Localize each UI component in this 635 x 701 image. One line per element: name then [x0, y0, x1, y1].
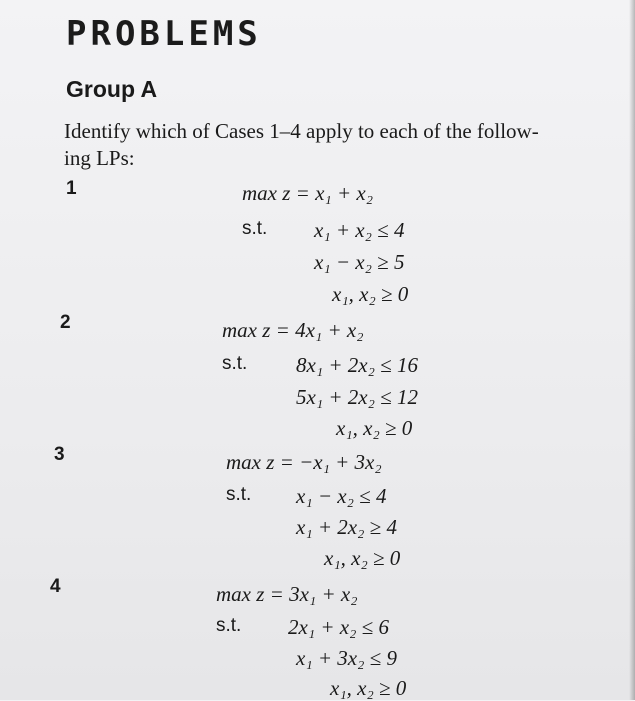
- page-edge-shadow: [629, 0, 635, 700]
- problem-3-objective: max z = −x₁ + 3x₂: [226, 450, 382, 474]
- problem-2-constraint-1: 8x₁ + 2x₂ ≤ 16: [296, 353, 418, 377]
- problem-1-constraint-2: x₁ − x₂ ≥ 5: [314, 250, 405, 274]
- problem-2-st-label: s.t.: [222, 353, 248, 374]
- problem-3-constraint-2: x₁ + 2x₂ ≥ 4: [296, 515, 397, 539]
- instructions-line-1: Identify which of Cases 1–4 apply to each of the follow-: [64, 119, 539, 143]
- problem-4-number: 4: [50, 576, 61, 597]
- problem-2-nonnegativity: x₁, x₂ ≥ 0: [336, 416, 413, 440]
- problem-4-constraint-2: x₁ + 3x₂ ≤ 9: [296, 646, 397, 670]
- problem-1-constraint-1: x₁ + x₂ ≤ 4: [314, 218, 405, 242]
- instructions: [64, 118, 624, 172]
- group-title: Group A: [66, 76, 158, 102]
- problem-4-st-label: s.t.: [216, 615, 242, 636]
- instructions-line-2: ing LPs:: [64, 146, 135, 170]
- problem-1-number: 1: [66, 178, 77, 199]
- problem-3-number: 3: [54, 444, 65, 465]
- problem-3-st-label: s.t.: [226, 484, 252, 505]
- problem-1-nonnegativity: x₁, x₂ ≥ 0: [332, 282, 409, 306]
- problem-3-constraint-1: x₁ − x₂ ≤ 4: [296, 484, 387, 508]
- problem-2-number: 2: [60, 312, 71, 333]
- problem-4-constraint-1: 2x₁ + x₂ ≤ 6: [288, 615, 389, 639]
- problem-4-nonnegativity: x₁, x₂ ≥ 0: [330, 676, 407, 700]
- section-heading: PROBLEMS: [66, 14, 262, 54]
- problem-2-objective: max z = 4x₁ + x₂: [222, 318, 364, 342]
- problem-4-objective: max z = 3x₁ + x₂: [216, 582, 358, 606]
- problem-1-objective: max z = x₁ + x₂: [242, 181, 373, 205]
- problem-1-st-label: s.t.: [242, 218, 268, 239]
- problem-3-nonnegativity: x₁, x₂ ≥ 0: [324, 546, 401, 570]
- problem-2-constraint-2: 5x₁ + 2x₂ ≤ 12: [296, 385, 418, 409]
